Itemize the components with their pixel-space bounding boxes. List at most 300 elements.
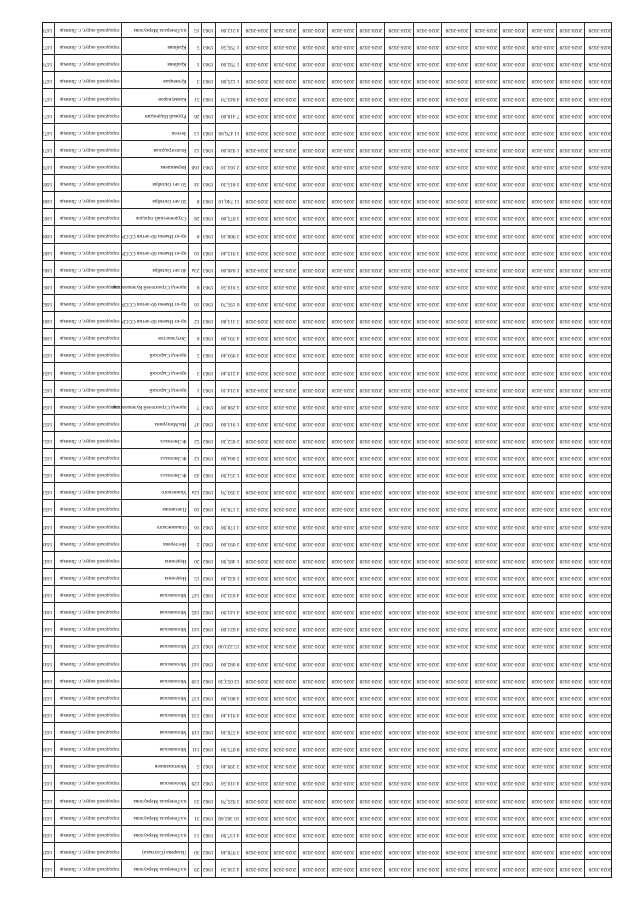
table-cell-p5: 2026-2028 [359, 626, 383, 633]
table-cell-p2: 2026-2028 [273, 455, 297, 462]
table-cell-p7: 2026-2028 [416, 763, 440, 770]
table-cell-p13: 2026-2028 [588, 694, 612, 701]
table-cell-p8: 2026-2028 [445, 814, 469, 821]
table-cell-street: Коммунаров [158, 95, 187, 102]
table-cell-p3: 2026-2028 [302, 711, 326, 718]
table-cell-area: 4 033,20 [221, 592, 240, 599]
table-cell-p7: 2026-2028 [416, 146, 440, 153]
table-cell-p4: 2026-2028 [331, 780, 355, 787]
table-cell-p11: 2026-2028 [531, 763, 555, 770]
table-cell-p10: 2026-2028 [502, 283, 526, 290]
table-cell-year: 1963 [202, 198, 214, 205]
table-cell-p1: 2026-2028 [245, 352, 269, 359]
table-cell-district: городской округ, г. Липецк [59, 129, 120, 136]
table-cell-area: 6 195,70 [221, 301, 240, 308]
table-cell-house: 47 [194, 420, 200, 427]
table-cell-p8: 2026-2028 [445, 866, 469, 872]
table-cell-p13: 2026-2028 [588, 540, 612, 547]
table-cell-no: 1475 [42, 78, 53, 85]
table-cell-house: 12 [194, 318, 200, 325]
table-cell-p6: 2026-2028 [388, 335, 412, 342]
table-cell-p7: 2026-2028 [416, 369, 440, 376]
table-cell-p9: 2026-2028 [474, 266, 498, 273]
table-cell-p9: 2026-2028 [474, 352, 498, 359]
table-cell-p3: 2026-2028 [302, 866, 326, 872]
table-cell-p1: 2026-2028 [245, 489, 269, 496]
table-cell-district: городской округ, г. Липецк [59, 181, 120, 188]
table-cell-p9: 2026-2028 [474, 694, 498, 701]
table-cell-p11: 2026-2028 [531, 78, 555, 85]
table-cell-house: 30 [194, 848, 200, 855]
table-cell-p13: 2026-2028 [588, 335, 612, 342]
table-cell-p2: 2026-2028 [273, 523, 297, 530]
table-cell-no: 1461 [42, 318, 53, 325]
table-cell-street: Крайняя [167, 44, 187, 51]
table-cell-p3: 2026-2028 [302, 27, 326, 34]
table-cell-street: пл.Генерала Меркулова [133, 866, 187, 872]
table-cell-p9: 2026-2028 [474, 831, 498, 838]
table-cell-p11: 2026-2028 [531, 146, 555, 153]
table-cell-p3: 2026-2028 [302, 283, 326, 290]
table-cell-p11: 2026-2028 [531, 352, 555, 359]
table-cell-p11: 2026-2028 [531, 592, 555, 599]
table-cell-p11: 2026-2028 [531, 574, 555, 581]
table-cell-p11: 2026-2028 [531, 489, 555, 496]
table-cell-p6: 2026-2028 [388, 643, 412, 650]
table-cell-p2: 2026-2028 [273, 831, 297, 838]
table-cell-p10: 2026-2028 [502, 711, 526, 718]
table-cell-p4: 2026-2028 [331, 403, 355, 410]
table-cell-p7: 2026-2028 [416, 232, 440, 239]
table-cell-p13: 2026-2028 [588, 266, 612, 273]
table-cell-year: 1963 [202, 232, 214, 239]
table-cell-p2: 2026-2028 [273, 557, 297, 564]
table-cell-area: 2 163,10 [221, 164, 240, 171]
table-cell-p6: 2026-2028 [388, 677, 412, 684]
table-cell-house: 10 [194, 249, 200, 256]
table-cell-p2: 2026-2028 [273, 283, 297, 290]
table-cell-p2: 2026-2028 [273, 232, 297, 239]
table-cell-p6: 2026-2028 [388, 574, 412, 581]
table-cell-p7: 2026-2028 [416, 574, 440, 581]
table-cell-p7: 2026-2028 [416, 420, 440, 427]
table-cell-area: 12 053,30 [218, 677, 240, 684]
table-cell-p2: 2026-2028 [273, 369, 297, 376]
table-cell-p7: 2026-2028 [416, 729, 440, 736]
table-cell-p4: 2026-2028 [331, 866, 355, 872]
table-cell-street: 50 лет Октября [152, 198, 187, 205]
table-cell-p2: 2026-2028 [273, 763, 297, 770]
table-cell-p6: 2026-2028 [388, 181, 412, 188]
table-cell-p2: 2026-2028 [273, 266, 297, 273]
table-cell-p9: 2026-2028 [474, 61, 498, 68]
table-cell-p9: 2026-2028 [474, 44, 498, 51]
table-cell-p13: 2026-2028 [588, 677, 612, 684]
table-cell-p10: 2026-2028 [502, 797, 526, 804]
table-cell-p9: 2026-2028 [474, 455, 498, 462]
table-cell-p12: 2026-2028 [559, 386, 583, 393]
table-cell-p4: 2026-2028 [331, 506, 355, 513]
table-cell-district: городской округ, г. Липецк [59, 643, 120, 650]
table-cell-year: 1962 [202, 455, 214, 462]
table-cell-p9: 2026-2028 [474, 215, 498, 222]
table-cell-p2: 2026-2028 [273, 164, 297, 171]
table-cell-no: 1433 [42, 780, 53, 787]
table-cell-p11: 2026-2028 [531, 831, 555, 838]
table-cell-street: Московская [159, 660, 187, 667]
table-cell-year: 1963 [202, 27, 214, 34]
table-cell-p4: 2026-2028 [331, 386, 355, 393]
table-cell-p3: 2026-2028 [302, 489, 326, 496]
table-cell-p10: 2026-2028 [502, 44, 526, 51]
table-cell-p4: 2026-2028 [331, 472, 355, 479]
table-cell-p1: 2026-2028 [245, 420, 269, 427]
table-cell-p6: 2026-2028 [388, 797, 412, 804]
table-cell-p7: 2026-2028 [416, 438, 440, 444]
table-cell-p6: 2026-2028 [388, 232, 412, 239]
table-cell-house: 13 [194, 831, 200, 838]
table-cell-area: 1 485,90 [221, 557, 240, 564]
table-cell-p2: 2026-2028 [273, 574, 297, 581]
table-cell-p7: 2026-2028 [416, 814, 440, 821]
table-cell-p11: 2026-2028 [531, 44, 555, 51]
table-cell-p5: 2026-2028 [359, 866, 383, 872]
table-cell-district: городской округ, г. Липецк [59, 506, 120, 513]
table-cell-district: городской округ, г. Липецк [59, 540, 120, 547]
table-cell-p13: 2026-2028 [588, 746, 612, 753]
table-cell-district: городской округ, г. Липецк [59, 301, 120, 308]
table-cell-p5: 2026-2028 [359, 146, 383, 153]
table-cell-no: 1452 [42, 472, 53, 479]
table-cell-district: городской округ, г. Липецк [59, 557, 120, 564]
table-cell-year: 1962 [202, 677, 214, 684]
table-cell-area: 4 230,50 [221, 866, 240, 872]
table-cell-p1: 2026-2028 [245, 249, 269, 256]
table-cell-year: 1963 [202, 386, 214, 393]
table-cell-p2: 2026-2028 [273, 626, 297, 633]
table-cell-district: городской округ, г. Липецк [59, 61, 120, 68]
table-cell-street: Московская [159, 643, 187, 650]
table-cell-p2: 2026-2028 [273, 335, 297, 342]
table-cell-street: Нестерова [162, 540, 187, 547]
table-cell-year: 1963 [202, 335, 214, 342]
table-cell-year: 1963 [202, 112, 214, 119]
table-cell-p12: 2026-2028 [559, 797, 583, 804]
table-cell-no: 1439 [42, 694, 53, 701]
table-cell-p8: 2026-2028 [445, 643, 469, 650]
table-cell-p2: 2026-2028 [273, 352, 297, 359]
table-cell-p1: 2026-2028 [245, 198, 269, 205]
table-cell-p10: 2026-2028 [502, 61, 526, 68]
table-cell-p7: 2026-2028 [416, 711, 440, 718]
table-cell-house: 12 [194, 455, 200, 462]
table-cell-district: городской округ, г. Липецк [59, 215, 120, 222]
table-cell-year: 1962 [202, 506, 214, 513]
table-cell-district: городской округ, г. Липецк [59, 660, 120, 667]
table-cell-p9: 2026-2028 [474, 420, 498, 427]
table-cell-year: 1963 [202, 95, 214, 102]
table-cell-p12: 2026-2028 [559, 780, 583, 787]
table-cell-p12: 2026-2028 [559, 506, 583, 513]
table-cell-year: 1962 [202, 643, 214, 650]
table-cell-p7: 2026-2028 [416, 746, 440, 753]
table-cell-district: городской округ, г. Липецк [59, 249, 120, 256]
table-cell-p3: 2026-2028 [302, 146, 326, 153]
table-cell-p4: 2026-2028 [331, 438, 355, 444]
table-cell-p5: 2026-2028 [359, 523, 383, 530]
table-cell-p3: 2026-2028 [302, 609, 326, 616]
table-cell-p13: 2026-2028 [588, 660, 612, 667]
table-cell-p11: 2026-2028 [531, 369, 555, 376]
table-cell-p9: 2026-2028 [474, 506, 498, 513]
table-cell-p6: 2026-2028 [388, 848, 412, 855]
table-cell-p4: 2026-2028 [331, 352, 355, 359]
table-cell-p12: 2026-2028 [559, 352, 583, 359]
table-cell-p8: 2026-2028 [445, 746, 469, 753]
table-cell-p7: 2026-2028 [416, 592, 440, 599]
table-cell-house: 143 [191, 660, 200, 667]
table-cell-p2: 2026-2028 [273, 95, 297, 102]
table-cell-house: 16 [194, 301, 200, 308]
table-cell-p11: 2026-2028 [531, 266, 555, 273]
table-cell-district: городской округ, г. Липецк [59, 164, 120, 171]
table-cell-p3: 2026-2028 [302, 61, 326, 68]
table-cell-p13: 2026-2028 [588, 848, 612, 855]
table-cell-p7: 2026-2028 [416, 866, 440, 872]
table-cell-p7: 2026-2028 [416, 335, 440, 342]
table-cell-p1: 2026-2028 [245, 523, 269, 530]
table-cell-year: 1962 [202, 626, 214, 633]
table-cell-p8: 2026-2028 [445, 232, 469, 239]
table-cell-p4: 2026-2028 [331, 112, 355, 119]
table-cell-p12: 2026-2028 [559, 335, 583, 342]
table-cell-p3: 2026-2028 [302, 592, 326, 599]
table-cell-area: 3 170,90 [221, 523, 240, 530]
table-cell-p13: 2026-2028 [588, 797, 612, 804]
table-cell-p9: 2026-2028 [474, 129, 498, 136]
table-cell-p4: 2026-2028 [331, 746, 355, 753]
table-cell-p5: 2026-2028 [359, 386, 383, 393]
table-cell-p2: 2026-2028 [273, 540, 297, 547]
table-cell-p12: 2026-2028 [559, 574, 583, 581]
table-cell-no: 1455 [42, 420, 53, 427]
table-cell-p4: 2026-2028 [331, 711, 355, 718]
table-cell-p13: 2026-2028 [588, 27, 612, 34]
table-cell-p2: 2026-2028 [273, 215, 297, 222]
table-cell-p7: 2026-2028 [416, 643, 440, 650]
table-cell-p3: 2026-2028 [302, 472, 326, 479]
table-cell-p6: 2026-2028 [388, 352, 412, 359]
table-cell-p5: 2026-2028 [359, 592, 383, 599]
table-cell-district: городской округ, г. Липецк [59, 198, 120, 205]
table-cell-p4: 2026-2028 [331, 27, 355, 34]
table-cell-p8: 2026-2028 [445, 112, 469, 119]
table-cell-p11: 2026-2028 [531, 797, 555, 804]
table-cell-p8: 2026-2028 [445, 164, 469, 171]
table-cell-p5: 2026-2028 [359, 403, 383, 410]
table-cell-p4: 2026-2028 [331, 848, 355, 855]
table-cell-district: городской округ, г. Липецк [59, 711, 120, 718]
table-cell-p5: 2026-2028 [359, 694, 383, 701]
table-cell-no: 1467 [42, 215, 53, 222]
table-cell-p9: 2026-2028 [474, 181, 498, 188]
table-cell-street: Ф.Энгельса [160, 438, 187, 444]
table-cell-p7: 2026-2028 [416, 677, 440, 684]
table-cell-area: 10 302,60 [218, 814, 240, 821]
table-cell-p5: 2026-2028 [359, 95, 383, 102]
table-cell-area: 4 861,60 [221, 694, 240, 701]
table-cell-street: пл.Генерала Меркулова [133, 814, 187, 821]
table-cell-p3: 2026-2028 [302, 318, 326, 325]
table-cell-p1: 2026-2028 [245, 44, 269, 51]
table-cell-p2: 2026-2028 [273, 489, 297, 496]
table-cell-year: 1963 [202, 44, 214, 51]
table-cell-p4: 2026-2028 [331, 677, 355, 684]
table-cell-no: 1450 [42, 506, 53, 513]
table-cell-p5: 2026-2028 [359, 506, 383, 513]
table-cell-p3: 2026-2028 [302, 420, 326, 427]
table-cell-p12: 2026-2028 [559, 677, 583, 684]
table-cell-area: 1 251,90 [221, 472, 240, 479]
table-cell-p13: 2026-2028 [588, 574, 612, 581]
table-cell-p1: 2026-2028 [245, 318, 269, 325]
table-cell-p12: 2026-2028 [559, 814, 583, 821]
table-cell-p8: 2026-2028 [445, 249, 469, 256]
table-cell-street: Рудный Надеждин [144, 112, 187, 119]
table-cell-p7: 2026-2028 [416, 472, 440, 479]
table-cell-p12: 2026-2028 [559, 215, 583, 222]
table-cell-p2: 2026-2028 [273, 746, 297, 753]
table-cell-no: 1451 [42, 489, 53, 496]
table-cell-no: 1440 [42, 677, 53, 684]
table-cell-p8: 2026-2028 [445, 318, 469, 325]
table-cell-p6: 2026-2028 [388, 540, 412, 547]
table-cell-p10: 2026-2028 [502, 181, 526, 188]
table-cell-p2: 2026-2028 [273, 318, 297, 325]
table-cell-street: Крайняя [167, 61, 187, 68]
table-cell-p8: 2026-2028 [445, 78, 469, 85]
table-cell-no: 1429 [42, 848, 53, 855]
table-cell-p13: 2026-2028 [588, 44, 612, 51]
table-cell-house: 2 [197, 540, 200, 547]
table-cell-p6: 2026-2028 [388, 78, 412, 85]
table-cell-p11: 2026-2028 [531, 557, 555, 564]
table-cell-p10: 2026-2028 [502, 420, 526, 427]
table-cell-p13: 2026-2028 [588, 763, 612, 770]
table-cell-no: 1476 [42, 61, 53, 68]
table-cell-district: городской округ, г. Липецк [59, 780, 120, 787]
table-cell-p3: 2026-2028 [302, 643, 326, 650]
table-cell-p5: 2026-2028 [359, 283, 383, 290]
table-cell-p6: 2026-2028 [388, 369, 412, 376]
table-cell-area: 11 740,10 [218, 198, 240, 205]
table-cell-year: 1963 [202, 249, 214, 256]
table-cell-p5: 2026-2028 [359, 352, 383, 359]
table-cell-p1: 2026-2028 [245, 694, 269, 701]
table-cell-p8: 2026-2028 [445, 403, 469, 410]
table-cell-year: 1963 [202, 318, 214, 325]
table-cell-district: городской округ, г. Липецк [59, 283, 120, 290]
table-cell-p4: 2026-2028 [331, 369, 355, 376]
table-cell-p1: 2026-2028 [245, 403, 269, 410]
table-cell-area: 4 214,10 [221, 386, 240, 393]
table-cell-p5: 2026-2028 [359, 797, 383, 804]
table-cell-no: 1447 [42, 557, 53, 564]
table-cell-p5: 2026-2028 [359, 266, 383, 273]
table-cell-p12: 2026-2028 [559, 746, 583, 753]
table-cell-p4: 2026-2028 [331, 797, 355, 804]
table-cell-p5: 2026-2028 [359, 711, 383, 718]
table-cell-year: 1963 [202, 283, 214, 290]
table-cell-p2: 2026-2028 [273, 386, 297, 393]
table-cell-p11: 2026-2028 [531, 420, 555, 427]
table-cell-p7: 2026-2028 [416, 266, 440, 273]
table-cell-p1: 2026-2028 [245, 129, 269, 136]
table-cell-p2: 2026-2028 [273, 146, 297, 153]
table-cell-p6: 2026-2028 [388, 626, 412, 633]
table-cell-p7: 2026-2028 [416, 61, 440, 68]
table-cell-p1: 2026-2028 [245, 574, 269, 581]
table-cell-p10: 2026-2028 [502, 626, 526, 633]
table-cell-p13: 2026-2028 [588, 78, 612, 85]
table-cell-p1: 2026-2028 [245, 643, 269, 650]
table-cell-p13: 2026-2028 [588, 112, 612, 119]
table-cell-p6: 2026-2028 [388, 489, 412, 496]
table-cell-street: пр-кт Имени 60-летия СССР [121, 232, 187, 239]
housing-repair-schedule-table [42, 22, 612, 878]
table-cell-no: 1472 [42, 129, 53, 136]
table-cell-district: городской округ, г. Липецк [59, 44, 120, 51]
table-cell-p9: 2026-2028 [474, 249, 498, 256]
table-cell-p7: 2026-2028 [416, 626, 440, 633]
table-cell-district: городской округ, г. Липецк [59, 146, 120, 153]
table-cell-p5: 2026-2028 [359, 181, 383, 188]
table-cell-p1: 2026-2028 [245, 438, 269, 444]
table-cell-house: 3 [197, 369, 200, 376]
table-cell-p8: 2026-2028 [445, 27, 469, 34]
table-cell-p10: 2026-2028 [502, 831, 526, 838]
table-cell-p12: 2026-2028 [559, 866, 583, 872]
table-cell-street: Ольминского [156, 523, 187, 530]
table-cell-p6: 2026-2028 [388, 660, 412, 667]
table-cell-p9: 2026-2028 [474, 472, 498, 479]
table-cell-p9: 2026-2028 [474, 164, 498, 171]
table-cell-p7: 2026-2028 [416, 164, 440, 171]
table-cell-area: 1 646,60 [221, 266, 240, 273]
table-cell-p6: 2026-2028 [388, 95, 412, 102]
table-cell-house: 15 [194, 27, 200, 34]
table-cell-p4: 2026-2028 [331, 592, 355, 599]
table-cell-p11: 2026-2028 [531, 711, 555, 718]
table-cell-p6: 2026-2028 [388, 146, 412, 153]
table-cell-p2: 2026-2028 [273, 814, 297, 821]
table-cell-house: 111 [192, 746, 200, 753]
table-cell-p3: 2026-2028 [302, 626, 326, 633]
table-cell-district: городской округ, г. Липецк [59, 455, 120, 462]
table-cell-p11: 2026-2028 [531, 318, 555, 325]
table-cell-p3: 2026-2028 [302, 729, 326, 736]
table-cell-p11: 2026-2028 [531, 27, 555, 34]
table-cell-house: 147 [191, 592, 200, 599]
table-cell-p8: 2026-2028 [445, 489, 469, 496]
table-cell-p6: 2026-2028 [388, 523, 412, 530]
table-cell-district: городской округ, г. Липецк [59, 266, 120, 273]
table-cell-p2: 2026-2028 [273, 797, 297, 804]
table-cell-p6: 2026-2028 [388, 44, 412, 51]
table-cell-no: 1453 [42, 455, 53, 462]
table-cell-p5: 2026-2028 [359, 164, 383, 171]
table-cell-p5: 2026-2028 [359, 61, 383, 68]
